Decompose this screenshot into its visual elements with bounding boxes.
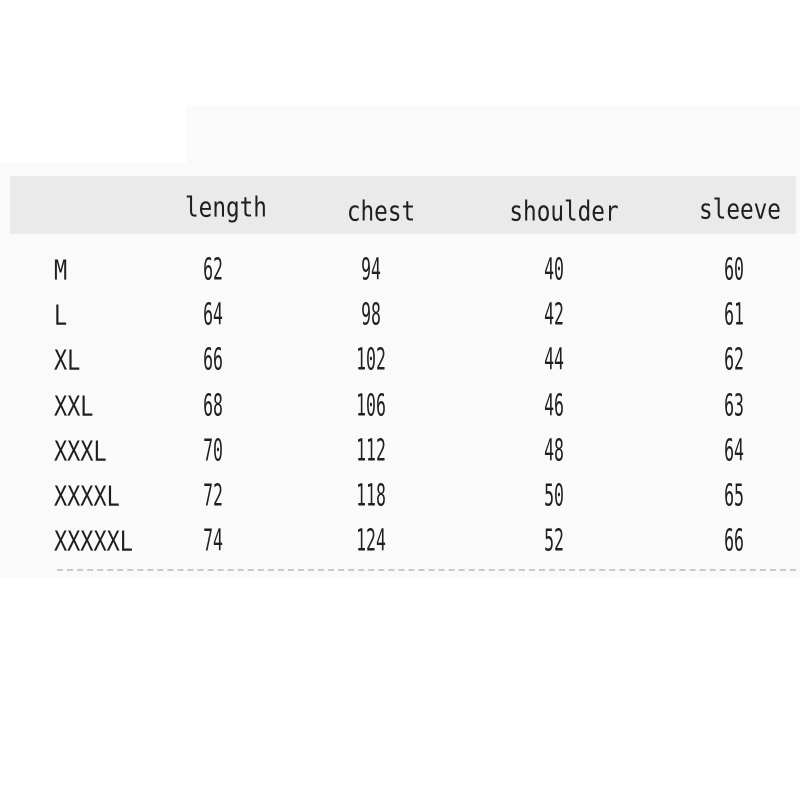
length-value: 74: [203, 523, 223, 559]
sleeve-value: 61: [724, 297, 744, 333]
sleeve-value: 64: [724, 433, 744, 469]
shoulder-value: 52: [544, 523, 564, 559]
sleeve-value: 66: [724, 523, 744, 559]
length-value: 72: [203, 478, 223, 514]
size-label: L: [54, 298, 68, 332]
shoulder-value: 40: [544, 252, 564, 288]
length-value: 64: [203, 297, 223, 333]
table-row: [0, 473, 800, 518]
chest-value: 112: [356, 433, 386, 469]
size-label: XL: [54, 343, 81, 377]
shoulder-value: 46: [544, 388, 564, 424]
sleeve-value: 63: [724, 388, 744, 424]
size-label: XXXXL: [54, 479, 120, 513]
table-header-row: [10, 176, 796, 234]
background-white-patch: [0, 105, 186, 163]
length-value: 62: [203, 252, 223, 288]
chest-value: 106: [356, 388, 386, 424]
length-value: 70: [203, 433, 223, 469]
column-header-shoulder: shoulder: [509, 194, 619, 228]
column-header-sleeve: sleeve: [699, 192, 781, 226]
chest-value: 98: [361, 297, 381, 333]
column-header-length: length: [185, 190, 267, 224]
table-body: [0, 247, 800, 564]
table-row: [0, 292, 800, 337]
sleeve-value: 65: [724, 478, 744, 514]
length-value: 68: [203, 388, 223, 424]
length-value: 66: [203, 342, 223, 378]
size-label: XXL: [54, 389, 94, 423]
table-row: [0, 519, 800, 564]
table-row: [0, 383, 800, 428]
column-header-chest: chest: [346, 194, 416, 228]
table-row: [0, 338, 800, 383]
shoulder-value: 44: [544, 342, 564, 378]
table-row: [0, 428, 800, 473]
sleeve-value: 60: [724, 252, 744, 288]
chest-value: 124: [356, 523, 386, 559]
table-row: [0, 247, 800, 292]
sleeve-value: 62: [724, 342, 744, 378]
chest-value: 94: [361, 252, 381, 288]
chest-value: 118: [356, 478, 386, 514]
shoulder-value: 42: [544, 297, 564, 333]
bottom-divider: [57, 569, 796, 571]
size-label: XXXL: [54, 434, 107, 468]
shoulder-value: 48: [544, 433, 564, 469]
chest-value: 102: [356, 342, 386, 378]
size-label: XXXXXL: [54, 524, 133, 558]
shoulder-value: 50: [544, 478, 564, 514]
size-label: M: [54, 253, 68, 287]
